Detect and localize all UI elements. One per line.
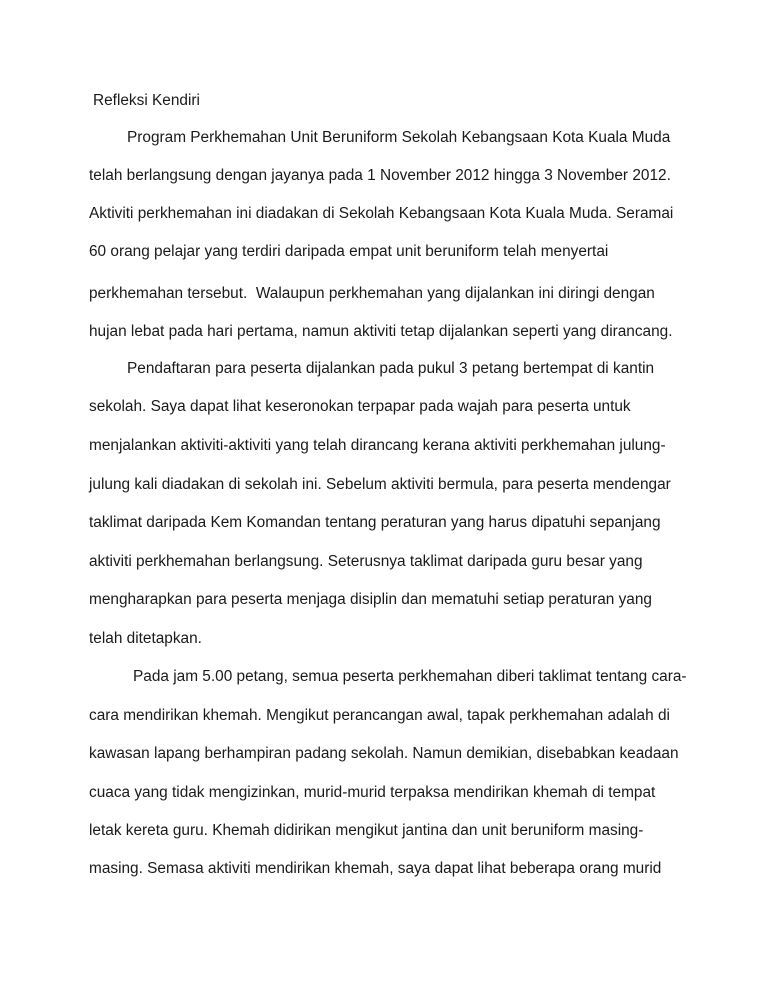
paragraph-line: Aktiviti perkhemahan ini diadakan di Sekolah Kebangsaan Kota Kuala Muda. Seramai [89,205,674,222]
paragraph-line: sekolah. Saya dapat lihat keseronokan terpapar pada wajah para peserta untuk [89,398,631,415]
paragraph-line: perkhemahan tersebut. Walaupun perkhemahan yang dijalankan ini diringi dengan [89,285,655,302]
paragraph-line: hujan lebat pada hari pertama, namun aktiviti tetap dijalankan seperti yang dirancang. [89,323,673,340]
paragraph-line: aktiviti perkhemahan berlangsung. Seterusnya taklimat daripada guru besar yang [89,553,643,570]
paragraph-line: Pendaftaran para peserta dijalankan pada pukul 3 petang bertempat di kantin [127,360,655,377]
paragraph-line: letak kereta guru. Khemah didirikan mengikut jantina dan unit beruniform masing- [89,822,644,839]
paragraph-line: kawasan lapang berhampiran padang sekolah. Namun demikian, disebabkan keadaan [89,745,679,762]
paragraph-line: Pada jam 5.00 petang, semua peserta perkhemahan diberi taklimat tentang cara- [133,668,687,685]
paragraph-line: Program Perkhemahan Unit Beruniform Sekolah Kebangsaan Kota Kuala Muda [127,129,671,146]
paragraph-line: cuaca yang tidak mengizinkan, murid-murid terpaksa mendirikan khemah di tempat [89,784,656,801]
paragraph-line: telah berlangsung dengan jayanya pada 1 November 2012 hingga 3 November 2012. [89,167,671,184]
paragraph-line: 60 orang pelajar yang terdiri daripada empat unit beruniform telah menyertai [89,243,609,260]
paragraph-line: mengharapkan para peserta menjaga disiplin dan mematuhi setiap peraturan yang [89,591,652,608]
paragraph-line: menjalankan aktiviti-aktiviti yang telah dirancang kerana aktiviti perkhemahan julung- [89,437,666,454]
document-title: Refleksi Kendiri [93,92,200,109]
paragraph-line: telah ditetapkan. [89,630,202,647]
paragraph-line: cara mendirikan khemah. Mengikut perancangan awal, tapak perkhemahan adalah di [89,707,670,724]
paragraph-line: masing. Semasa aktiviti mendirikan khemah, saya dapat lihat beberapa orang murid [89,860,662,877]
paragraph-line: taklimat daripada Kem Komandan tentang peraturan yang harus dipatuhi sepanjang [89,514,661,531]
paragraph-line: julung kali diadakan di sekolah ini. Sebelum aktiviti bermula, para peserta mendengar [89,476,671,493]
